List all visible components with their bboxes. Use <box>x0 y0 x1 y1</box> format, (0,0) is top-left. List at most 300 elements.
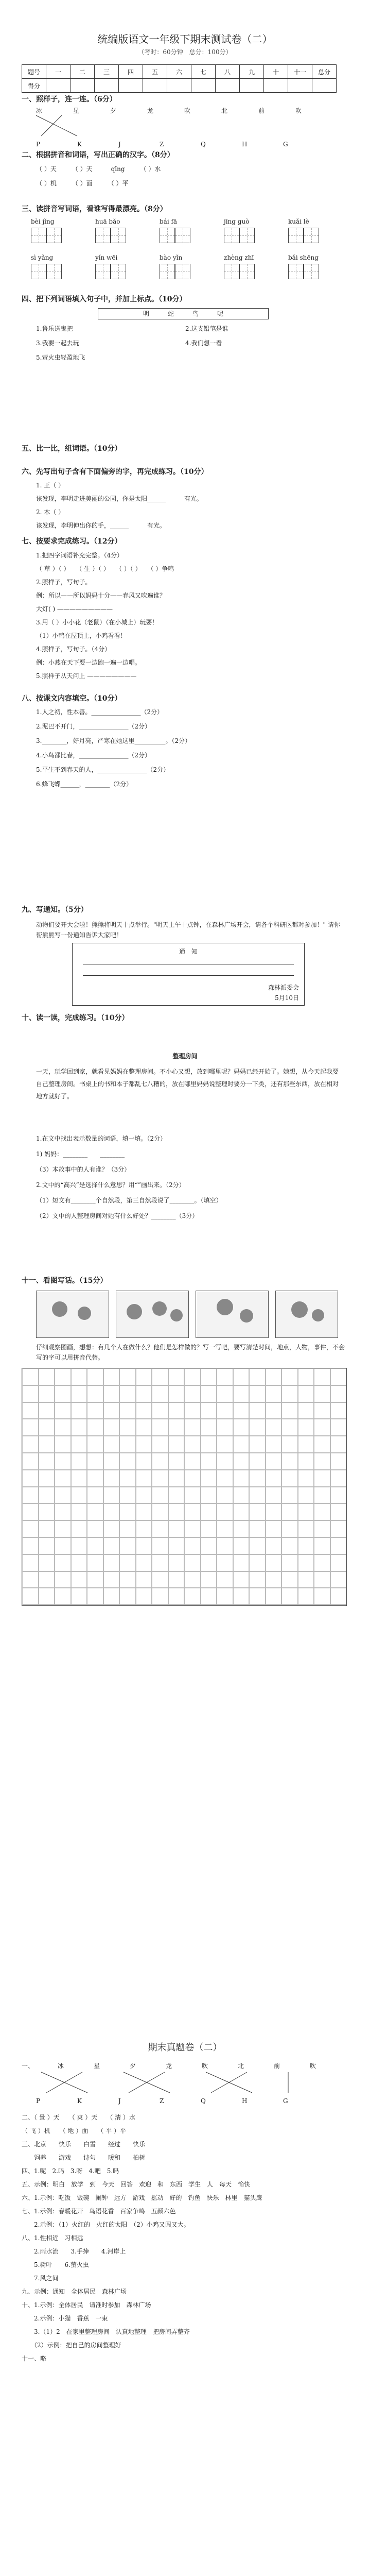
grid-cell <box>71 1571 87 1588</box>
grid-cell <box>184 1503 201 1520</box>
grid-cell <box>55 1588 71 1605</box>
grid-cell <box>39 1588 55 1605</box>
grid-cell <box>330 1520 347 1537</box>
q10-item: （3）本故事中的人有谁？（3分） <box>36 1166 131 1173</box>
grid-cell <box>201 1436 217 1453</box>
grid-cell <box>136 1503 152 1520</box>
q3-write-box <box>304 228 319 243</box>
grid-cell <box>87 1503 103 1520</box>
grid-cell <box>201 1402 217 1419</box>
grid-cell <box>233 1503 250 1520</box>
grid-cell <box>281 1554 298 1571</box>
grid-cell <box>330 1402 347 1419</box>
q3-write-box <box>111 264 126 279</box>
q1-letter: P <box>36 141 41 148</box>
grid-cell <box>281 1453 298 1470</box>
q3-pinyin: yǐn wēi <box>95 254 118 261</box>
grid-cell <box>22 1588 39 1605</box>
score-header-cell: 十 <box>264 65 288 79</box>
grid-cell <box>55 1402 71 1419</box>
grid-cell <box>314 1520 330 1537</box>
answer-line: 三、北京 快乐 白雪 经过 快乐 <box>22 2141 146 2148</box>
grid-cell <box>39 1487 55 1504</box>
grid-cell <box>201 1588 217 1605</box>
grid-cell <box>87 1554 103 1571</box>
question-9-title: 九、写通知。（5分） <box>22 906 88 914</box>
score-cell <box>312 79 337 93</box>
score-cell <box>288 79 312 93</box>
grid-cell <box>136 1436 152 1453</box>
grid-cell <box>39 1554 55 1571</box>
grid-cell <box>233 1385 250 1402</box>
q1-word: 冰 <box>36 107 43 114</box>
grid-cell <box>71 1385 87 1402</box>
grid-cell <box>71 1453 87 1470</box>
q6-line: 该发现，李明伸出你的手，______ 有光。 <box>36 522 166 529</box>
q3-pinyin: zhèng zhī <box>224 254 254 261</box>
grid-cell <box>22 1402 39 1419</box>
grid-cell <box>217 1470 233 1487</box>
score-cell <box>119 79 143 93</box>
q4-item-2: 2.这支铅笔是谁 <box>185 325 253 332</box>
grid-cell <box>152 1537 168 1554</box>
grid-cell <box>217 1571 233 1588</box>
grid-cell <box>168 1554 185 1571</box>
grid-cell <box>119 1571 136 1588</box>
grid-cell <box>136 1588 152 1605</box>
q3-write-box <box>239 264 255 279</box>
grid-cell <box>136 1537 152 1554</box>
grid-cell <box>233 1520 250 1537</box>
q1-word: 吹 <box>295 107 302 114</box>
grid-cell <box>330 1436 347 1453</box>
grid-cell <box>55 1419 71 1436</box>
grid-cell <box>119 1385 136 1402</box>
question-11-title: 十一、看图写话。（15分） <box>22 1277 108 1285</box>
grid-cell <box>298 1571 314 1588</box>
q3-write-box <box>31 264 46 279</box>
grid-cell <box>22 1487 39 1504</box>
q1-letter: K <box>77 141 82 148</box>
grid-cell <box>298 1419 314 1436</box>
grid-cell <box>152 1554 168 1571</box>
grid-cell <box>330 1470 347 1487</box>
grid-cell <box>103 1453 120 1470</box>
grid-cell <box>217 1588 233 1605</box>
grid-cell <box>201 1554 217 1571</box>
grid-cell <box>119 1520 136 1537</box>
grid-cell <box>281 1470 298 1487</box>
answer-line: 十一、略 <box>22 2355 47 2362</box>
q1-word: 夕 <box>110 107 117 114</box>
grid-cell <box>281 1503 298 1520</box>
question-6-title: 六、先写出句子含有下面偏旁的字，再完成练习。（10分） <box>22 468 208 476</box>
q8-line: 1.人之初，性本善。________________（2分） <box>36 708 164 716</box>
answer-line: （ 飞 ）机 （ 地 ）面 （ 平 ）平 <box>22 2127 126 2134</box>
grid-cell <box>330 1419 347 1436</box>
grid-cell <box>103 1402 120 1419</box>
comic-panel-3 <box>196 1291 269 1338</box>
grid-cell <box>39 1571 55 1588</box>
score-cell <box>216 79 240 93</box>
grid-cell <box>22 1520 39 1537</box>
grid-cell <box>314 1571 330 1588</box>
grid-cell <box>103 1470 120 1487</box>
grid-cell <box>71 1487 87 1504</box>
q3-pinyin: bái fā <box>160 218 178 225</box>
answer-top-word: 星 <box>94 2062 100 2070</box>
answer-line: 五、示例：明白 放学 到 今天 回答 欢迎 和 东西 学生 人 每天 愉快 <box>22 2181 251 2188</box>
grid-cell <box>201 1470 217 1487</box>
grid-cell <box>136 1520 152 1537</box>
q4-item-5: 5.萤火虫轻盈地飞 <box>36 354 110 361</box>
grid-cell <box>281 1402 298 1419</box>
grid-cell <box>168 1503 185 1520</box>
grid-cell <box>136 1487 152 1504</box>
grid-cell <box>201 1487 217 1504</box>
grid-cell <box>266 1571 282 1588</box>
q3-write-box <box>304 264 319 279</box>
grid-cell <box>266 1402 282 1419</box>
grid-cell <box>103 1368 120 1385</box>
score-cell <box>191 79 216 93</box>
grid-cell <box>22 1419 39 1436</box>
grid-cell <box>55 1571 71 1588</box>
grid-cell <box>233 1588 250 1605</box>
answer-letter: P <box>36 2097 41 2105</box>
q8-line: 2.泥巴不开门，________________（2分） <box>36 723 151 730</box>
grid-cell <box>266 1487 282 1504</box>
grid-cell <box>314 1588 330 1605</box>
grid-cell <box>266 1503 282 1520</box>
q7-line: 4.照样子，写句子。（4分） <box>36 646 111 653</box>
grid-cell <box>87 1419 103 1436</box>
grid-cell <box>249 1419 266 1436</box>
grid-cell <box>184 1368 201 1385</box>
grid-cell <box>201 1385 217 1402</box>
answer-top-word: 北 <box>238 2062 244 2070</box>
q3-write-box <box>288 228 304 243</box>
grid-cell <box>184 1402 201 1419</box>
score-header-cell: 四 <box>119 65 143 79</box>
q10-item: 2.文中的“高兴”是选择什么意思？用“”画出来。（2分） <box>36 1181 185 1189</box>
q1-match-lines <box>31 114 319 138</box>
grid-cell <box>39 1419 55 1436</box>
grid-cell <box>298 1503 314 1520</box>
grid-cell <box>314 1385 330 1402</box>
grid-cell <box>314 1368 330 1385</box>
grid-cell <box>266 1537 282 1554</box>
grid-cell <box>201 1537 217 1554</box>
answer-letter: J <box>118 2097 121 2105</box>
grid-cell <box>314 1419 330 1436</box>
answer-top-word: 吹 <box>310 2062 316 2070</box>
score-row-label: 得分 <box>22 79 46 93</box>
grid-cell <box>281 1436 298 1453</box>
q4-item-1: 1.鲁乐送鬼把 <box>36 325 98 332</box>
grid-cell <box>119 1436 136 1453</box>
grid-cell <box>314 1554 330 1571</box>
grid-cell <box>281 1588 298 1605</box>
grid-cell <box>330 1537 347 1554</box>
grid-cell <box>217 1520 233 1537</box>
score-table <box>22 64 337 93</box>
grid-cell <box>184 1487 201 1504</box>
grid-cell <box>281 1385 298 1402</box>
grid-cell <box>249 1503 266 1520</box>
grid-cell <box>184 1588 201 1605</box>
grid-cell <box>87 1368 103 1385</box>
grid-cell <box>330 1368 347 1385</box>
answer-match-lines <box>31 2071 319 2095</box>
grid-cell <box>233 1402 250 1419</box>
grid-cell <box>184 1520 201 1537</box>
notice-signature: 森林派委会 <box>268 984 299 991</box>
grid-cell <box>168 1419 185 1436</box>
grid-cell <box>233 1487 250 1504</box>
grid-cell <box>87 1520 103 1537</box>
comic-panel-1 <box>36 1291 109 1338</box>
grid-cell <box>249 1487 266 1504</box>
grid-cell <box>249 1385 266 1402</box>
page-title: 统编版语文一年级下期末测试卷（二） <box>97 33 273 45</box>
grid-cell <box>55 1537 71 1554</box>
q10-item: 1) 妈妈：________ ________ <box>36 1150 125 1158</box>
grid-cell <box>103 1520 120 1537</box>
grid-cell <box>266 1520 282 1537</box>
grid-cell <box>87 1487 103 1504</box>
q3-pinyin: sì yǎng <box>31 254 54 261</box>
grid-cell <box>39 1453 55 1470</box>
score-header-cell: 八 <box>216 65 240 79</box>
grid-cell <box>266 1419 282 1436</box>
writing-grid[interactable] <box>22 1368 347 1606</box>
answer-key-title: 期末真题卷（二） <box>148 2042 222 2053</box>
grid-cell <box>201 1503 217 1520</box>
answer-letter: G <box>283 2097 288 2105</box>
answer-line: 二、（ 景 ）天 （ 爽 ）天 （ 清 ）水 <box>22 2114 135 2121</box>
grid-cell <box>55 1487 71 1504</box>
q4-item-4: 4.我们想一看 <box>185 340 247 347</box>
q7-line: （ 草 ）（ ） （ 生 ）（ ） （ ）（ ） （ ）争鸣 <box>36 565 174 572</box>
q7-line: （1）小鸭在屋顶上，小鸡看看！ <box>36 632 127 639</box>
q8-line: 5.平生不到春天的人，________________（2分） <box>36 766 170 773</box>
grid-cell <box>281 1368 298 1385</box>
grid-cell <box>266 1385 282 1402</box>
score-header-cell: 九 <box>240 65 264 79</box>
grid-cell <box>298 1554 314 1571</box>
question-4-title: 四、把下列词语填入句子中，并加上标点。（10分） <box>22 295 187 303</box>
grid-cell <box>233 1453 250 1470</box>
grid-cell <box>201 1368 217 1385</box>
score-header-cell: 总分 <box>312 65 337 79</box>
notice-date: 5月10日 <box>275 994 299 1002</box>
q1-letter: H <box>242 141 248 148</box>
answer-top-word: 吹 <box>202 2062 208 2070</box>
grid-cell <box>249 1571 266 1588</box>
q3-write-box <box>95 264 111 279</box>
grid-cell <box>39 1436 55 1453</box>
grid-cell <box>330 1503 347 1520</box>
grid-cell <box>71 1520 87 1537</box>
grid-cell <box>314 1487 330 1504</box>
grid-cell <box>119 1487 136 1504</box>
answer-top-word: 冰 <box>58 2062 64 2070</box>
q8-line: 3.________，好月亮，严寒在她这里__________。（2分） <box>36 737 191 744</box>
grid-cell <box>217 1402 233 1419</box>
score-header-cell: 题号 <box>22 65 46 79</box>
grid-cell <box>314 1503 330 1520</box>
answer-line: 2.示例：小猫 香蕉 一束 <box>22 2315 108 2322</box>
q2-row-2: （ ）机 （ ）面 （ ）平 <box>36 180 129 187</box>
grid-cell <box>39 1520 55 1537</box>
grid-cell <box>201 1520 217 1537</box>
question-7-title: 七、按要求完成练习。（12分） <box>22 537 122 546</box>
answer-top-word: 夕 <box>130 2062 136 2070</box>
q7-line: 例：所以——所以妈妈十分——春风又吹遍谁？ <box>36 592 166 599</box>
grid-cell <box>184 1470 201 1487</box>
score-header-cell: 二 <box>71 65 95 79</box>
grid-cell <box>201 1571 217 1588</box>
comic-panel-4 <box>275 1291 338 1338</box>
passage-title: 整理房间 <box>172 1053 198 1060</box>
grid-cell <box>136 1470 152 1487</box>
grid-cell <box>103 1385 120 1402</box>
grid-cell <box>281 1537 298 1554</box>
grid-cell <box>168 1402 185 1419</box>
grid-cell <box>314 1436 330 1453</box>
q1-word: 龙 <box>147 107 154 114</box>
grid-cell <box>119 1503 136 1520</box>
answer-line: （2）示例：把自己的房间整理好 <box>22 2342 121 2349</box>
grid-cell <box>281 1419 298 1436</box>
grid-cell <box>22 1571 39 1588</box>
q3-pinyin: bèi jǐng <box>31 218 55 225</box>
grid-cell <box>314 1402 330 1419</box>
grid-cell <box>168 1470 185 1487</box>
grid-cell <box>249 1470 266 1487</box>
q1-word: 北 <box>221 107 228 114</box>
score-header-cell: 五 <box>143 65 167 79</box>
q3-write-box <box>175 228 190 243</box>
answer-letter: Z <box>160 2097 164 2105</box>
grid-cell <box>184 1554 201 1571</box>
q7-line: 大灯( ) ————————— <box>36 605 113 613</box>
grid-cell <box>249 1588 266 1605</box>
grid-cell <box>71 1503 87 1520</box>
grid-cell <box>39 1402 55 1419</box>
grid-cell <box>249 1453 266 1470</box>
grid-cell <box>119 1419 136 1436</box>
grid-cell <box>266 1436 282 1453</box>
score-cell <box>95 79 119 93</box>
grid-cell <box>87 1470 103 1487</box>
grid-cell <box>119 1402 136 1419</box>
grid-cell <box>55 1385 71 1402</box>
grid-cell <box>71 1554 87 1571</box>
grid-cell <box>103 1588 120 1605</box>
exam-info: （考时：60分钟 总分：100分） <box>138 48 232 56</box>
q6-line: 2. 木（ ） <box>36 509 65 516</box>
score-header-cell: 十一 <box>288 65 312 79</box>
grid-cell <box>39 1470 55 1487</box>
q1-letter: Q <box>201 141 206 148</box>
grid-cell <box>217 1537 233 1554</box>
answer-letter: K <box>77 2097 82 2105</box>
grid-cell <box>233 1470 250 1487</box>
question-3-title: 三、读拼音写词语，看谁写得最漂亮。（8分） <box>22 205 167 213</box>
q4-item-3: 3.我要一起去玩 <box>36 340 104 347</box>
grid-cell <box>314 1453 330 1470</box>
score-cell <box>240 79 264 93</box>
q7-line: 3.用（ ）小小花（老鼠）（在小城上）玩耍！ <box>36 619 158 626</box>
grid-cell <box>55 1368 71 1385</box>
q3-write-box <box>46 264 62 279</box>
grid-cell <box>87 1588 103 1605</box>
grid-cell <box>103 1487 120 1504</box>
comic-panel-2 <box>116 1291 189 1338</box>
answer-top-word: 前 <box>274 2062 280 2070</box>
grid-cell <box>87 1402 103 1419</box>
grid-cell <box>71 1402 87 1419</box>
q1-letter: Z <box>160 141 164 148</box>
grid-cell <box>55 1436 71 1453</box>
grid-cell <box>281 1520 298 1537</box>
grid-cell <box>119 1453 136 1470</box>
answer-letter: H <box>242 2097 248 2105</box>
grid-cell <box>136 1368 152 1385</box>
grid-cell <box>55 1453 71 1470</box>
grid-cell <box>184 1419 201 1436</box>
grid-cell <box>217 1503 233 1520</box>
grid-cell <box>168 1368 185 1385</box>
grid-cell <box>152 1419 168 1436</box>
grid-cell <box>55 1554 71 1571</box>
q3-write-box <box>160 264 175 279</box>
grid-cell <box>217 1368 233 1385</box>
grid-cell <box>298 1470 314 1487</box>
q3-write-box <box>46 228 62 243</box>
grid-cell <box>152 1520 168 1537</box>
grid-cell <box>136 1554 152 1571</box>
answer-line: 饲养 游戏 诗句 暖和 柏树 <box>22 2154 146 2161</box>
grid-cell <box>217 1487 233 1504</box>
grid-cell <box>217 1385 233 1402</box>
score-cell <box>167 79 191 93</box>
score-header-cell: 六 <box>167 65 191 79</box>
grid-cell <box>119 1554 136 1571</box>
grid-cell <box>168 1453 185 1470</box>
grid-cell <box>298 1520 314 1537</box>
grid-cell <box>168 1436 185 1453</box>
q4-word-box: 明 蛇 鸟 呢 <box>98 308 269 319</box>
grid-cell <box>87 1453 103 1470</box>
q3-write-box <box>288 264 304 279</box>
q10-item: 1.在文中找出表示数量的词语，填一填。（2分） <box>36 1135 167 1142</box>
grid-cell <box>184 1571 201 1588</box>
grid-cell <box>330 1487 347 1504</box>
grid-cell <box>136 1385 152 1402</box>
grid-cell <box>103 1503 120 1520</box>
answer-line: 八、1.性相近 习相远 <box>22 2234 83 2242</box>
score-cell <box>46 79 71 93</box>
grid-cell <box>298 1436 314 1453</box>
grid-cell <box>152 1385 168 1402</box>
grid-cell <box>217 1554 233 1571</box>
answer-line: 2.示例：（1）火红的 火红的太阳 （2）小鸡又圆又大。 <box>22 2221 190 2228</box>
grid-cell <box>103 1571 120 1588</box>
grid-cell <box>184 1537 201 1554</box>
